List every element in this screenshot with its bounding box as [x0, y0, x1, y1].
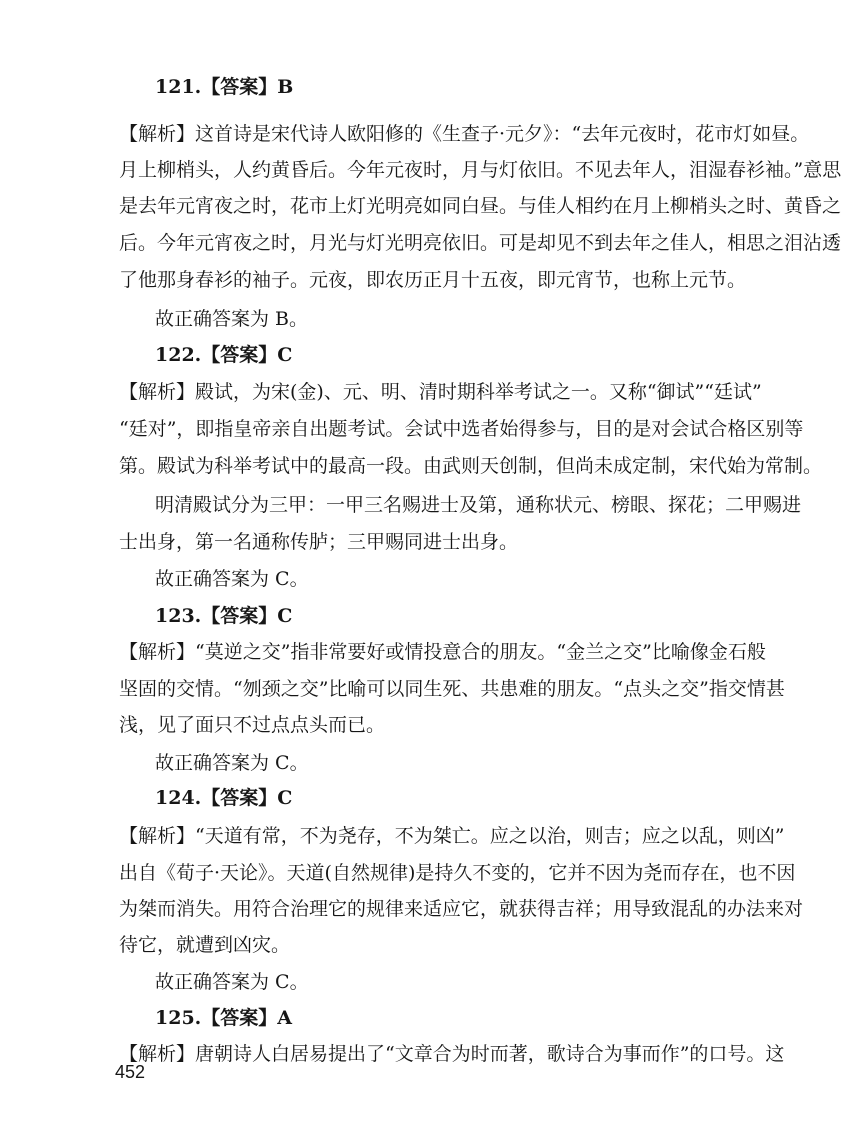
analysis-122-line-2: “廷对”，即指皇帝亲自出题考试。会试中选者始得参与，目的是对会试合格区别等 — [119, 418, 804, 440]
answer-123-header: 123.【答案】C — [155, 605, 293, 627]
answer-121-header: 121.【答案】B — [155, 76, 294, 98]
conclusion-124: 故正确答案为 C。 — [155, 971, 309, 993]
answer-125-header: 125.【答案】A — [155, 1007, 293, 1029]
analysis-121-line-4: 后。今年元宵夜之时，月光与灯光明亮依旧。可是却见不到去年之佳人，相思之泪沾透 — [119, 232, 841, 254]
analysis-123-line-2: 坚固的交情。“刎颈之交”比喻可以同生死、共患难的朋友。“点头之交”指交情甚 — [119, 678, 785, 700]
answer-122-header: 122.【答案】C — [155, 344, 293, 366]
analysis-122-line-4: 明清殿试分为三甲：一甲三名赐进士及第，通称状元、榜眼、探花；二甲赐进 — [155, 494, 802, 516]
answer-124-header: 124.【答案】C — [155, 787, 293, 809]
analysis-123-line-3: 浅，见了面只不过点点头而已。 — [119, 714, 386, 736]
analysis-124-line-2: 出自《荀子·天论》。天道(自然规律)是持久不变的，它并不因为尧而存在，也不因 — [119, 862, 796, 884]
analysis-124-line-4: 待它，就遭到凶灾。 — [119, 934, 291, 956]
analysis-121-line-1: 【解析】这首诗是宋代诗人欧阳修的《生查子·元夕》：“去年元夜时，花市灯如昼。 — [119, 123, 810, 145]
conclusion-123: 故正确答案为 C。 — [155, 752, 309, 774]
analysis-124-line-1: 【解析】“天道有常，不为尧存，不为桀亡。应之以治，则吉；应之以乱，则凶” — [119, 825, 785, 847]
page-number: 452 — [115, 1062, 146, 1082]
analysis-121-line-5: 了他那身春衫的袖子。元夜，即农历正月十五夜，即元宵节，也称上元节。 — [119, 269, 747, 291]
analysis-121-line-3: 是去年元宵夜之时，花市上灯光明亮如同白昼。与佳人相约在月上柳梢头之时、黄昏之 — [119, 195, 841, 217]
analysis-125-line-1: 【解析】唐朝诗人白居易提出了“文章合为时而著，歌诗合为事而作”的口号。这 — [119, 1043, 785, 1065]
analysis-122-line-3: 第。殿试为科举考试中的最高一段。由武则天创制，但尚未成定制，宋代始为常制。 — [119, 455, 823, 477]
analysis-121-line-2: 月上柳梢头，人约黄昏后。今年元夜时，月与灯依旧。不见去年人，泪湿春衫袖。”意思 — [119, 159, 841, 181]
analysis-122-line-5: 士出身，第一名通称传胪；三甲赐同进士出身。 — [119, 531, 519, 553]
analysis-122-line-1: 【解析】殿试，为宋(金)、元、明、清时期科举考试之一。又称“御试”“廷试” — [119, 381, 762, 403]
conclusion-121: 故正确答案为 B。 — [155, 308, 309, 330]
conclusion-122: 故正确答案为 C。 — [155, 568, 309, 590]
analysis-124-line-3: 为桀而消失。用符合治理它的规律来适应它，就获得吉祥；用导致混乱的办法来对 — [119, 898, 804, 920]
analysis-123-line-1: 【解析】“莫逆之交”指非常要好或情投意合的朋友。“金兰之交”比喻像金石般 — [119, 641, 766, 663]
